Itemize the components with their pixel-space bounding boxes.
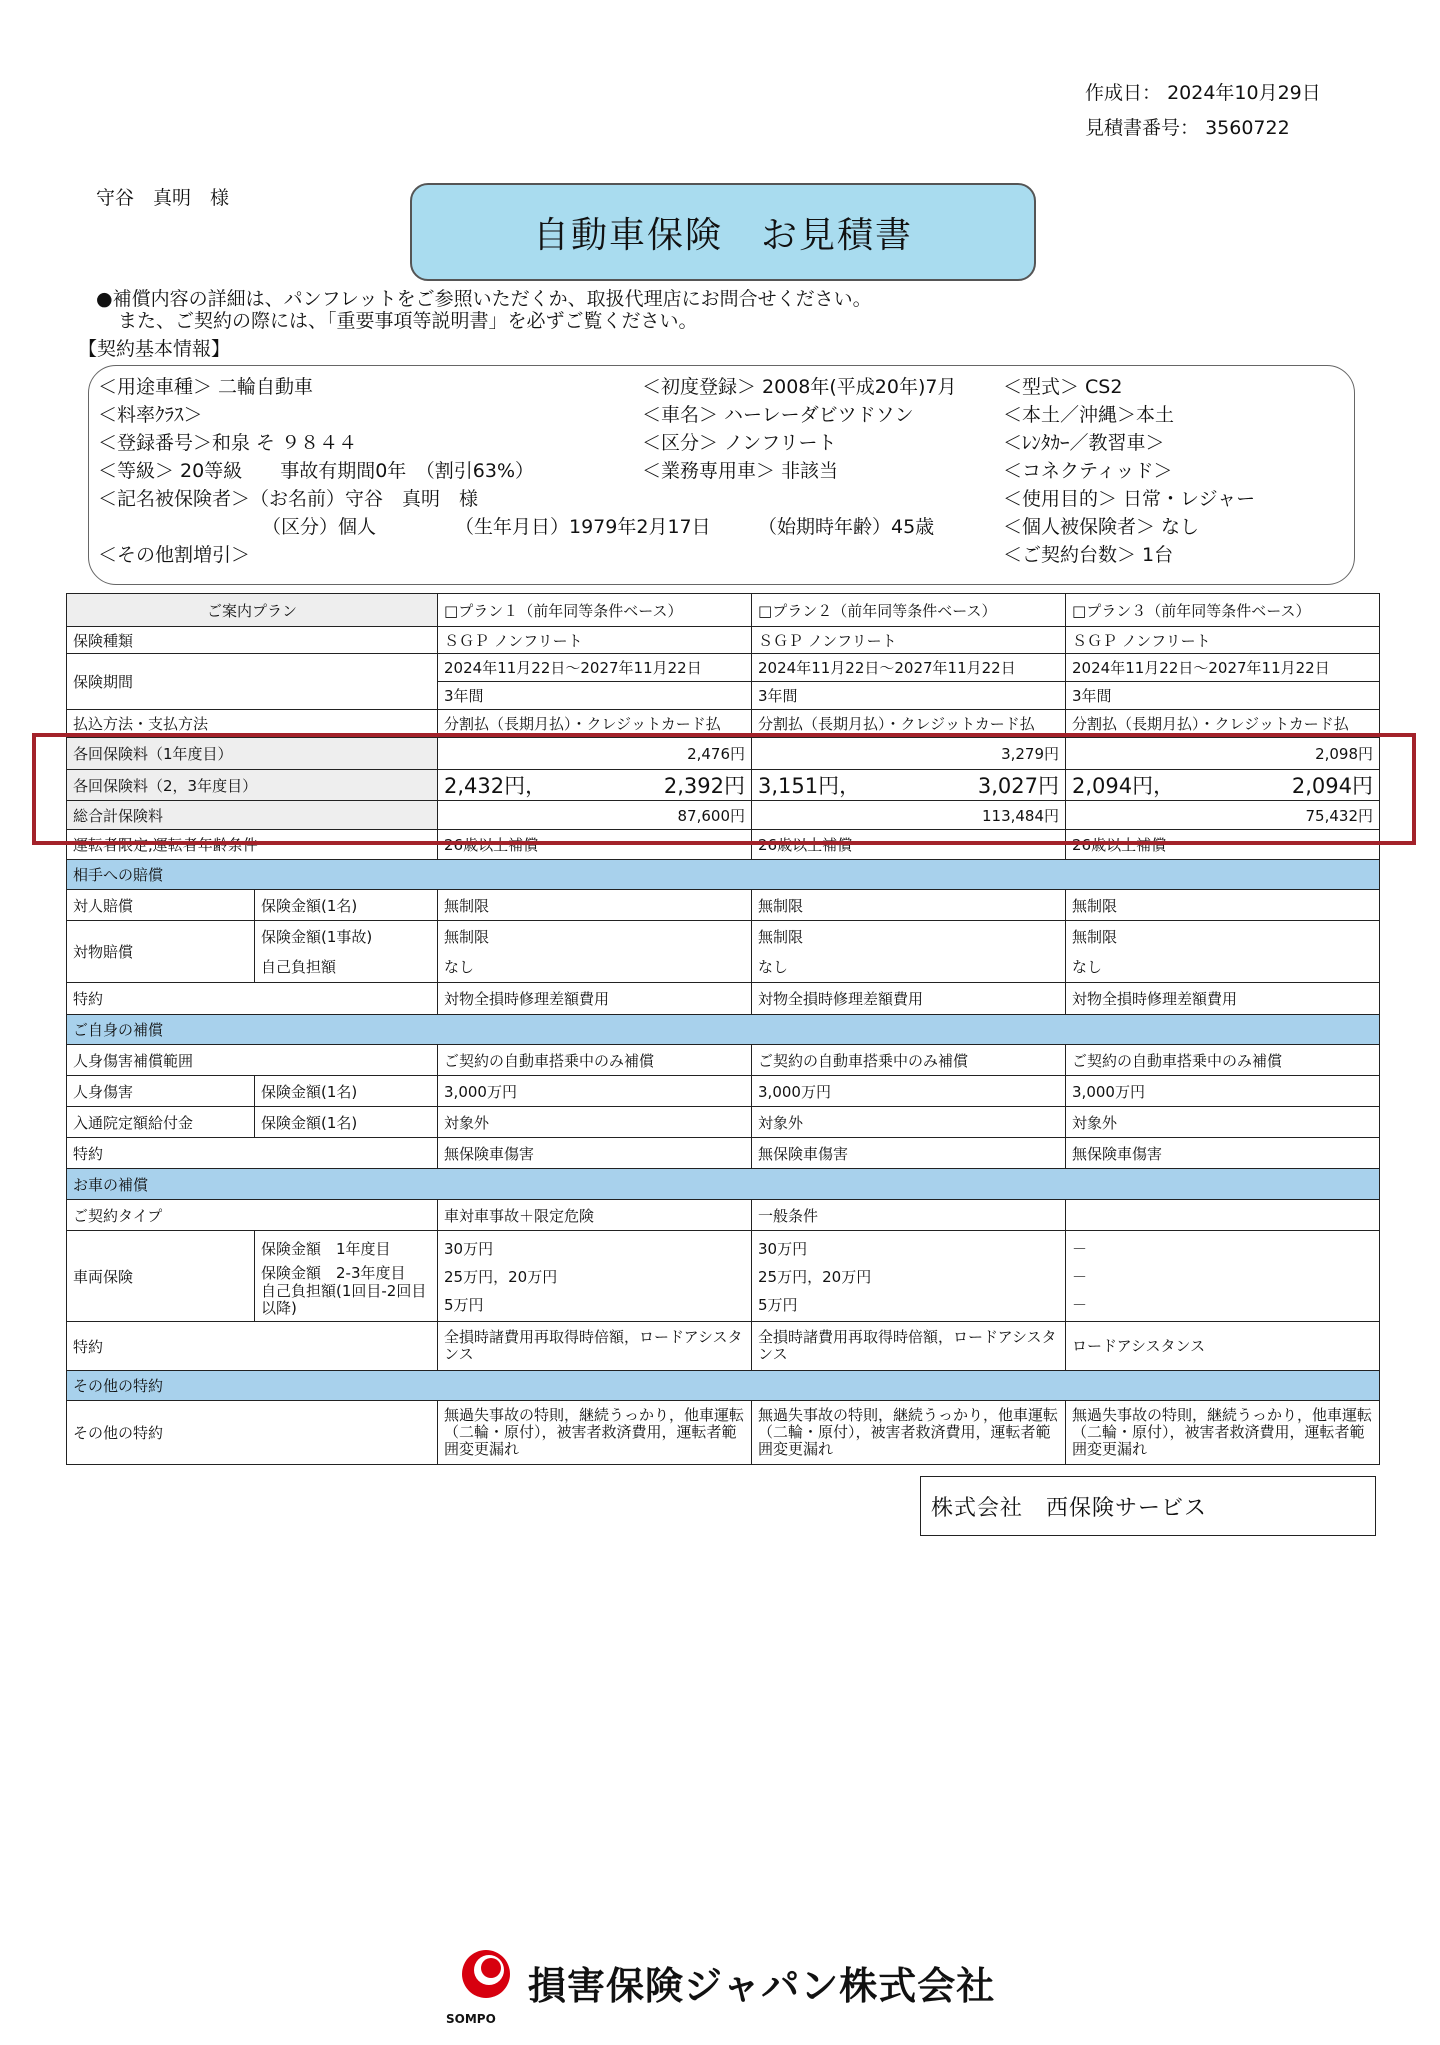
row-sublabel-property-2: 自己負担額 — [255, 952, 438, 983]
cell-special1-2: 対物全損時修理差額費用 — [752, 983, 1066, 1015]
plan-2-header[interactable]: □プラン２（前年同等条件ベース） — [752, 594, 1066, 627]
cell-property2-3: なし — [1066, 952, 1380, 983]
cell-period-2: 2024年11月22日～2027年11月22日 — [752, 654, 1066, 682]
cell-special2-1: 無保険車傷害 — [438, 1138, 752, 1169]
table-row — [67, 921, 1380, 952]
row-label-driver: 運転者限定,運転者年齢条件 — [67, 830, 438, 860]
cell-special2-3: 無保険車傷害 — [1066, 1138, 1380, 1169]
basic-rental: ＜ﾚﾝﾀｶｰ／教習車＞ — [1003, 432, 1165, 454]
basic-model: ＜型式＞ CS2 — [1003, 376, 1123, 398]
section-row — [67, 1015, 1380, 1045]
table-row — [67, 890, 1380, 921]
section-row — [67, 1169, 1380, 1200]
plan-3-header[interactable]: □プラン３（前年同等条件ベース） — [1066, 594, 1380, 627]
row-label-premium-1: 各回保険料（1年度目） — [67, 738, 438, 770]
row-label-total: 総合計保険料 — [67, 801, 438, 830]
row-sublabel-injury: 保険金額(1名) — [255, 1076, 438, 1107]
cell-payment-1: 分割払（長期月払）・クレジットカード払 — [438, 710, 752, 738]
section-car: お車の補償 — [67, 1169, 1380, 1200]
agency-name: 株式会社 西保険サービス — [920, 1476, 1376, 1536]
cell-total-1: 87,600円 — [438, 801, 752, 830]
basic-connected: ＜コネクティッド＞ — [1003, 460, 1173, 482]
row-label-premium-23: 各回保険料（2，3年度目） — [67, 770, 438, 801]
cell-special1-1: 対物全損時修理差額費用 — [438, 983, 752, 1015]
table-row — [67, 952, 1380, 983]
row-label-vehicle: 車両保険 — [67, 1231, 255, 1322]
cell-other-3: 無過失事故の特則，継続うっかり，他車運転（二輪・原付），被害者救済費用，運転者範囲変更漏れ — [1066, 1401, 1380, 1465]
basic-region: ＜本土／沖縄＞本土 — [1003, 404, 1175, 426]
basic-other-discount: ＜その他割増引＞ — [98, 544, 251, 566]
row-label-type: 保険種類 — [67, 627, 438, 654]
cell-years-3: 3年間 — [1066, 682, 1380, 710]
row-sublabel-hospital: 保険金額(1名) — [255, 1107, 438, 1138]
premium-highlight-box — [32, 733, 1416, 845]
basic-insured-name: ＜記名被保険者＞（お名前）守谷 真明 様 — [98, 488, 479, 510]
cell-payment-3: 分割払（長期月払）・クレジットカード払 — [1066, 710, 1380, 738]
table-row — [67, 983, 1380, 1015]
cell-property2-2: なし — [752, 952, 1066, 983]
row-label-injury-scope: 人身傷害補償範囲 — [67, 1045, 438, 1076]
cell-type-3: ＳＧＰ ノンフリート — [1066, 627, 1380, 654]
section-other-party: 相手への賠償 — [67, 860, 1380, 890]
plan-head-label: ご案内プラン — [67, 594, 438, 627]
cell-injury-2: 3,000万円 — [752, 1076, 1066, 1107]
row-sublabel-property-1: 保険金額(1事故) — [255, 921, 438, 952]
sompo-wordmark: SOMPO — [446, 2012, 496, 2026]
cell-special3-2: 全損時諸費用再取得時倍額，ロードアシスタンス — [752, 1322, 1066, 1371]
cell-contract-type-2: 一般条件 — [752, 1200, 1066, 1231]
basic-individual-insured: ＜個人被保険者＞ なし — [1003, 516, 1200, 538]
row-label-other-riders: その他の特約 — [67, 1401, 438, 1465]
cell-driver-2: 26歳以上補償 — [752, 830, 1066, 860]
basic-registration-number: ＜登録番号＞和泉 そ ９８４４ — [98, 432, 358, 454]
cell-special3-1: 全損時諸費用再取得時倍額，ロードアシスタンス — [438, 1322, 752, 1371]
basic-birth-date: （生年月日）1979年2月17日 — [455, 516, 711, 538]
cell-total-2: 113,484円 — [752, 801, 1066, 830]
cell-injury-3: 3,000万円 — [1066, 1076, 1380, 1107]
cell-driver-1: 26歳以上補償 — [438, 830, 752, 860]
cell-hospital-3: 対象外 — [1066, 1107, 1380, 1138]
basic-car-name: ＜車名＞ ハーレーダビツドソン — [642, 404, 914, 426]
cell-premium23-3: 2,094円， 2,094円 — [1066, 770, 1380, 801]
basic-vehicle-type: ＜用途車種＞ 二輪自動車 — [98, 376, 314, 398]
insurer-name: 損害保険ジャパン株式会社 — [528, 1964, 996, 2008]
cell-premium1-1: 2,476円 — [438, 738, 752, 770]
table-row — [67, 1045, 1380, 1076]
cell-premium1-3: 2,098円 — [1066, 738, 1380, 770]
note-line-2: また、ご契約の際には、「重要事項等説明書」を必ずご覧ください。 — [118, 310, 698, 332]
row-label-payment: 払込方法・支払方法 — [67, 710, 438, 738]
table-row — [67, 1322, 1380, 1371]
row-label-property: 対物賠償 — [67, 921, 255, 983]
section-self: ご自身の補償 — [67, 1015, 1380, 1045]
row-label-period: 保険期間 — [67, 654, 438, 710]
sompo-logo-icon — [458, 1946, 514, 2012]
cell-injury-1: 3,000万円 — [438, 1076, 752, 1107]
basic-insured-type: （区分）個人 — [262, 516, 377, 538]
basic-grade: ＜等級＞ 20等級 事故有期間0年 （割引63%） — [98, 460, 535, 482]
cell-hospital-1: 対象外 — [438, 1107, 752, 1138]
section-row — [67, 1371, 1380, 1401]
cell-period-1: 2024年11月22日～2027年11月22日 — [438, 654, 752, 682]
cell-injury-scope-3: ご契約の自動車搭乗中のみ補償 — [1066, 1045, 1380, 1076]
cell-driver-3: 26歳以上補償 — [1066, 830, 1380, 860]
cell-years-1: 3年間 — [438, 682, 752, 710]
row-label-special-2: 特約 — [67, 1138, 438, 1169]
section-label-basic: 【契約基本情報】 — [78, 338, 231, 360]
cell-property1-1: 無制限 — [438, 921, 752, 952]
quote-number: 見積書番号： 3560722 — [1085, 117, 1290, 139]
cell-years-2: 3年間 — [752, 682, 1066, 710]
cell-type-2: ＳＧＰ ノンフリート — [752, 627, 1066, 654]
cell-hospital-2: 対象外 — [752, 1107, 1066, 1138]
cell-property1-3: 無制限 — [1066, 921, 1380, 952]
cell-injury-scope-2: ご契約の自動車搭乗中のみ補償 — [752, 1045, 1066, 1076]
created-date: 作成日： 2024年10月29日 — [1085, 82, 1321, 104]
row-label-hospital: 入通院定額給付金 — [67, 1107, 255, 1138]
cell-bodily-2: 無制限 — [752, 890, 1066, 921]
cell-type-1: ＳＧＰ ノンフリート — [438, 627, 752, 654]
basic-purpose: ＜使用目的＞ 日常・レジャー — [1003, 488, 1256, 510]
table-row — [67, 1231, 1380, 1322]
table-header-row — [67, 594, 1380, 627]
basic-age: （始期時年齢）45歳 — [758, 516, 935, 538]
basic-first-registration: ＜初度登録＞ 2008年(平成20年)7月 — [642, 376, 957, 398]
customer-name: 守谷 真明 様 — [96, 187, 230, 209]
note-line-1: ●補償内容の詳細は、パンフレットをご参照いただくか、取扱代理店にお問合せください。 — [96, 288, 872, 310]
table-row — [67, 1138, 1380, 1169]
cell-special3-3: ロードアシスタンス — [1066, 1322, 1380, 1371]
row-label-special-3: 特約 — [67, 1322, 438, 1371]
table-row — [67, 1076, 1380, 1107]
cell-special2-2: 無保険車傷害 — [752, 1138, 1066, 1169]
row-label-special-1: 特約 — [67, 983, 438, 1015]
basic-contract-count: ＜ご契約台数＞ 1台 — [1003, 544, 1174, 566]
cell-premium23-2: 3,151円， 3,027円 — [752, 770, 1066, 801]
table-row — [67, 627, 1380, 654]
cell-vehicle-3: － － － — [1066, 1231, 1380, 1322]
section-row — [67, 860, 1380, 890]
table-row — [67, 654, 1380, 682]
cell-vehicle-2: 30万円 25万円，20万円 5万円 — [752, 1231, 1066, 1322]
cell-contract-type-1: 車対車事故＋限定危険 — [438, 1200, 752, 1231]
row-sublabel-vehicle: 保険金額 1年度目 保険金額 2-3年度目 自己負担額(1回目-2回目以降) — [255, 1231, 438, 1322]
basic-rate-class: ＜料率ｸﾗｽ＞ — [98, 404, 203, 426]
cell-payment-2: 分割払（長期月払）・クレジットカード払 — [752, 710, 1066, 738]
row-label-contract-type: ご契約タイプ — [67, 1200, 438, 1231]
cell-contract-type-3 — [1066, 1200, 1380, 1231]
cell-injury-scope-1: ご契約の自動車搭乗中のみ補償 — [438, 1045, 752, 1076]
cell-bodily-1: 無制限 — [438, 890, 752, 921]
cell-premium23-1: 2,432円， 2,392円 — [438, 770, 752, 801]
row-label-bodily: 対人賠償 — [67, 890, 255, 921]
basic-business-use: ＜業務専用車＞ 非該当 — [642, 460, 839, 482]
row-sublabel-bodily: 保険金額(1名) — [255, 890, 438, 921]
cell-vehicle-1: 30万円 25万円，20万円 5万円 — [438, 1231, 752, 1322]
cell-total-3: 75,432円 — [1066, 801, 1380, 830]
cell-special1-3: 対物全損時修理差額費用 — [1066, 983, 1380, 1015]
plan-1-header[interactable]: □プラン１（前年同等条件ベース） — [438, 594, 752, 627]
cell-other-1: 無過失事故の特則，継続うっかり，他車運転（二輪・原付），被害者救済費用，運転者範囲変更漏れ — [438, 1401, 752, 1465]
cell-other-2: 無過失事故の特則，継続うっかり，他車運転（二輪・原付），被害者救済費用，運転者範囲変更漏れ — [752, 1401, 1066, 1465]
section-other-riders: その他の特約 — [67, 1371, 1380, 1401]
table-row — [67, 1107, 1380, 1138]
cell-property2-1: なし — [438, 952, 752, 983]
cell-property1-2: 無制限 — [752, 921, 1066, 952]
cell-period-3: 2024年11月22日～2027年11月22日 — [1066, 654, 1380, 682]
page-title: 自動車保険 お見積書 — [410, 183, 1036, 281]
basic-category: ＜区分＞ ノンフリート — [642, 432, 837, 454]
plan-table — [66, 593, 1380, 1465]
cell-bodily-3: 無制限 — [1066, 890, 1380, 921]
table-row — [67, 1401, 1380, 1465]
cell-premium1-2: 3,279円 — [752, 738, 1066, 770]
row-label-injury: 人身傷害 — [67, 1076, 255, 1107]
table-row — [67, 1200, 1380, 1231]
